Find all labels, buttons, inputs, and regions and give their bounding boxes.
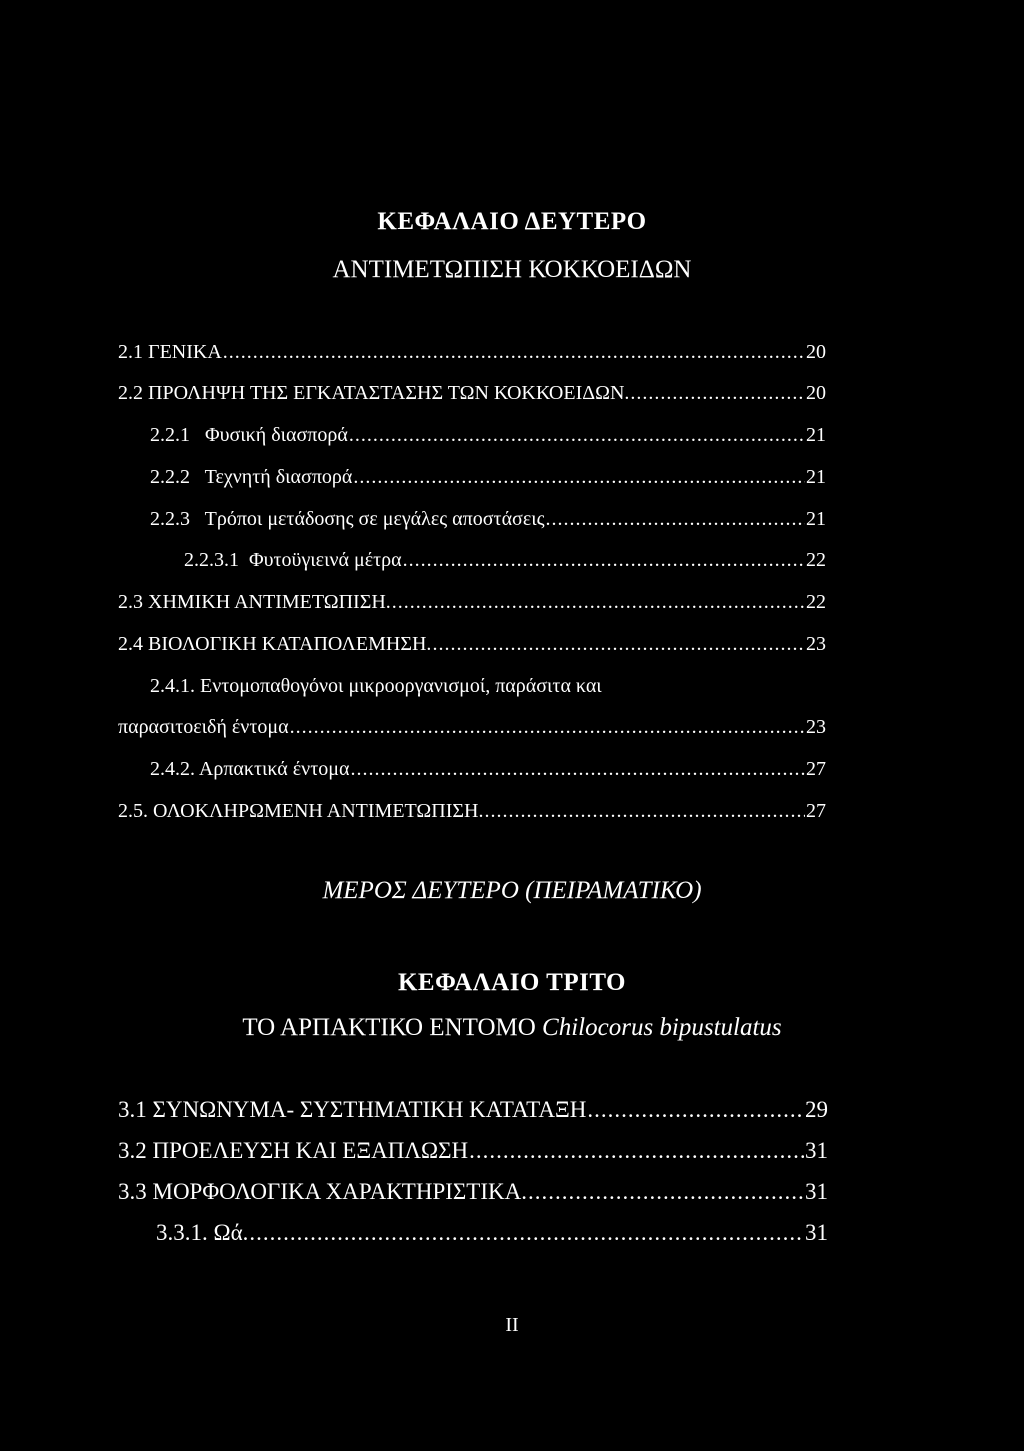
page-number: II [505, 1314, 519, 1336]
toc-entry-page: 20 [806, 341, 826, 363]
toc-entry-page: 22 [806, 591, 826, 613]
leader-dots [432, 632, 805, 656]
toc-entry-text: 2.4 ΒΙΟΛΟΓΙΚΗ ΚΑΤΑΠΟΛΕΜΗΣΗ. [118, 633, 432, 655]
toc-entry[interactable] [118, 715, 826, 739]
leader-dots [469, 1137, 804, 1165]
chapter-2-heading: ΚΕΦΑΛΑΙΟ ΔΕΥΤΕΡΟ [377, 208, 647, 235]
leader-dots [484, 799, 805, 823]
toc-entry-page: 31 [805, 1179, 828, 1204]
toc-entry-page: 20 [806, 382, 826, 404]
leader-dots [290, 715, 805, 739]
toc-entry-text-continued[interactable]: 2.4.1. Εντομοπαθογόνοι μικροοργανισμοί, παράσιτα και [150, 675, 602, 697]
toc-entry[interactable] [118, 1178, 828, 1206]
chapter-3-subtitle [0, 1014, 1024, 1042]
toc-entry-text: 2.1 ΓΕΝΙΚΑ [118, 341, 222, 363]
toc-entry[interactable] [118, 632, 826, 656]
toc-entry-text: 2.2.3 Τρόποι μετάδοσης σε μεγάλες αποστάσεις [150, 508, 545, 530]
toc-entry-page: 31 [805, 1138, 828, 1163]
toc-entry[interactable] [118, 1137, 828, 1165]
toc-entry[interactable] [150, 507, 826, 531]
toc-entry-page: 23 [806, 633, 826, 655]
chapter-3-subtitle-prefix: ΤΟ ΑΡΠΑΚΤΙΚΟ ΕΝΤΟΜΟ [242, 1014, 543, 1041]
toc-entry-text: 3.2 ΠΡΟΕΛΕΥΣΗ ΚΑΙ ΕΞΑΠΛΩΣΗ [118, 1138, 469, 1163]
leader-dots [587, 1096, 804, 1124]
leader-dots [353, 465, 805, 489]
toc-entry-text: 2.2.3.1 Φυτοϋγιεινά μέτρα [184, 549, 402, 571]
toc-entry[interactable] [156, 1219, 828, 1247]
toc-entry-page: 27 [806, 758, 826, 780]
toc-entry[interactable] [150, 757, 826, 781]
toc-entry-text: 2.2.2 Τεχνητή διασπορά [150, 466, 353, 488]
toc-entry-text: 2.2.1 Φυσική διασπορά [150, 424, 348, 446]
leader-dots [392, 590, 805, 614]
toc-entry-text: 2.2 ΠΡΟΛΗΨΗ ΤΗΣ ΕΓΚΑΤΑΣΤΑΣΗΣ ΤΩΝ ΚΟΚΚΟΕΙΔΩΝ. [118, 382, 630, 404]
toc-entry-page: 23 [806, 716, 826, 738]
leader-dots [403, 548, 805, 572]
toc-entry[interactable] [150, 465, 826, 489]
toc-entry[interactable] [118, 340, 826, 364]
leader-dots [528, 1178, 804, 1206]
toc-entry[interactable] [118, 381, 826, 405]
toc-entry-page: 21 [806, 424, 826, 446]
leader-dots [249, 1219, 804, 1247]
toc-entry-page: 29 [805, 1097, 828, 1122]
toc-entry-text: 3.3 ΜΟΡΦΟΛΟΓΙΚΑ ΧΑΡΑΚΤΗΡΙΣΤΙΚΑ. [118, 1179, 527, 1204]
toc-entry-text: 3.3.1. Ωά. [156, 1220, 249, 1245]
toc-entry[interactable] [118, 590, 826, 614]
toc-entry-page: 31 [805, 1220, 828, 1245]
leader-dots [630, 381, 805, 405]
leader-dots [350, 757, 805, 781]
toc-entry-page: 22 [806, 549, 826, 571]
toc-entry-text: 2.3 ΧΗΜΙΚΗ ΑΝΤΙΜΕΤΩΠΙΣΗ. [118, 591, 391, 613]
chapter-3-heading: ΚΕΦΑΛΑΙΟ ΤΡΙΤΟ [397, 969, 627, 996]
toc-entry[interactable] [118, 799, 826, 823]
toc-entry-text: 3.1 ΣΥΝΩΝΥΜΑ- ΣΥΣΤΗΜΑΤΙΚΗ ΚΑΤΑΤΑΞΗ [118, 1097, 587, 1122]
toc-entry-page: 21 [806, 466, 826, 488]
toc-entry-text: 2.4.2. Αρπακτικά έντομα [150, 758, 350, 780]
chapter-2-subtitle: ΑΝΤΙΜΕΤΩΠΙΣΗ ΚΟΚΚΟΕΙΔΩΝ [332, 256, 692, 283]
toc-entry[interactable] [150, 423, 826, 447]
leader-dots [546, 507, 805, 531]
leader-dots [223, 340, 805, 364]
toc-entry[interactable] [184, 548, 826, 572]
toc-entry-page: 27 [806, 800, 826, 822]
toc-entry-text: 2.5. ΟΛΟΚΛΗΡΩΜΕΝΗ ΑΝΤΙΜΕΤΩΠΙΣΗ. [118, 800, 484, 822]
toc-entry-text: παρασιτοειδή έντομα [118, 716, 289, 738]
toc-entry-page: 21 [806, 508, 826, 530]
toc-entry[interactable] [118, 1096, 828, 1124]
part-2-heading: ΜΕΡΟΣ ΔΕΥΤΕΡΟ (ΠΕΙΡΑΜΑΤΙΚΟ) [322, 877, 702, 904]
species-name: Chilocorus bipustulatus [542, 1014, 782, 1041]
leader-dots [349, 423, 805, 447]
